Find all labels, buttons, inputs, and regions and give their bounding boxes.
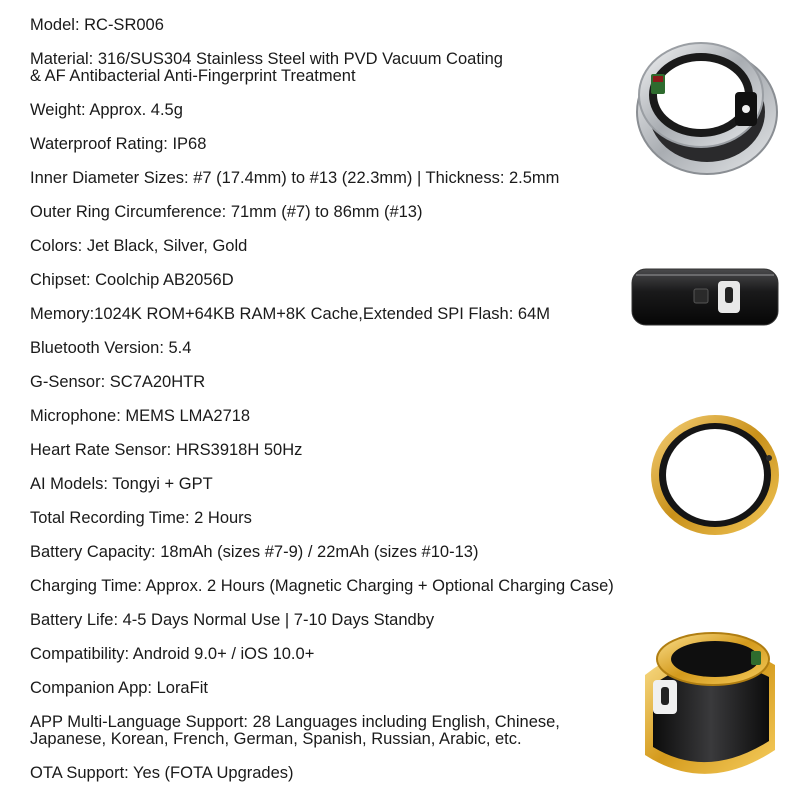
spec-language-support: APP Multi-Language Support: 28 Languages including English, Chinese, xyxy=(30,713,560,731)
gold-ring-angled-image xyxy=(625,615,790,795)
spec-bluetooth: Bluetooth Version: 5.4 xyxy=(30,339,192,357)
spec-material: Material: 316/SUS304 Stainless Steel with PVD Vacuum Coating xyxy=(30,50,503,68)
black-ring-side-image xyxy=(630,265,780,330)
silver-ring-image xyxy=(615,20,790,180)
spec-companion-app: Companion App: LoraFit xyxy=(30,679,208,697)
spec-colors: Colors: Jet Black, Silver, Gold xyxy=(30,237,248,255)
spec-memory: Memory:1024K ROM+64KB RAM+8K Cache,Extended SPI Flash: 64M xyxy=(30,305,550,323)
spec-ota: OTA Support: Yes (FOTA Upgrades) xyxy=(30,764,294,782)
spec-material-cont: & AF Antibacterial Anti-Fingerprint Treatment xyxy=(30,67,356,85)
spec-inner-diameter: Inner Diameter Sizes: #7 (17.4mm) to #13 (22.3mm) | Thickness: 2.5mm xyxy=(30,169,560,187)
spec-compatibility: Compatibility: Android 9.0+ / iOS 10.0+ xyxy=(30,645,315,663)
spec-heart-rate: Heart Rate Sensor: HRS3918H 50Hz xyxy=(30,441,303,459)
spec-battery-capacity: Battery Capacity: 18mAh (sizes #7-9) / 22mAh (sizes #10-13) xyxy=(30,543,479,561)
spec-g-sensor: G-Sensor: SC7A20HTR xyxy=(30,373,206,391)
spec-waterproof: Waterproof Rating: IP68 xyxy=(30,135,207,153)
spec-charging-time: Charging Time: Approx. 2 Hours (Magnetic Charging + Optional Charging Case) xyxy=(30,577,614,595)
spec-model: Model: RC-SR006 xyxy=(30,16,164,34)
spec-weight: Weight: Approx. 4.5g xyxy=(30,101,183,119)
spec-recording-time: Total Recording Time: 2 Hours xyxy=(30,509,252,527)
gold-ring-top-image xyxy=(645,410,785,540)
spec-language-support-cont: Japanese, Korean, French, German, Spanish, Russian, Arabic, etc. xyxy=(30,730,522,748)
spec-microphone: Microphone: MEMS LMA2718 xyxy=(30,407,251,425)
spec-chipset: Chipset: Coolchip AB2056D xyxy=(30,271,234,289)
spec-battery-life: Battery Life: 4-5 Days Normal Use | 7-10 Days Standby xyxy=(30,611,435,629)
spec-ai-models: AI Models: Tongyi + GPT xyxy=(30,475,213,493)
spec-outer-circumference: Outer Ring Circumference: 71mm (#7) to 86mm (#13) xyxy=(30,203,423,221)
